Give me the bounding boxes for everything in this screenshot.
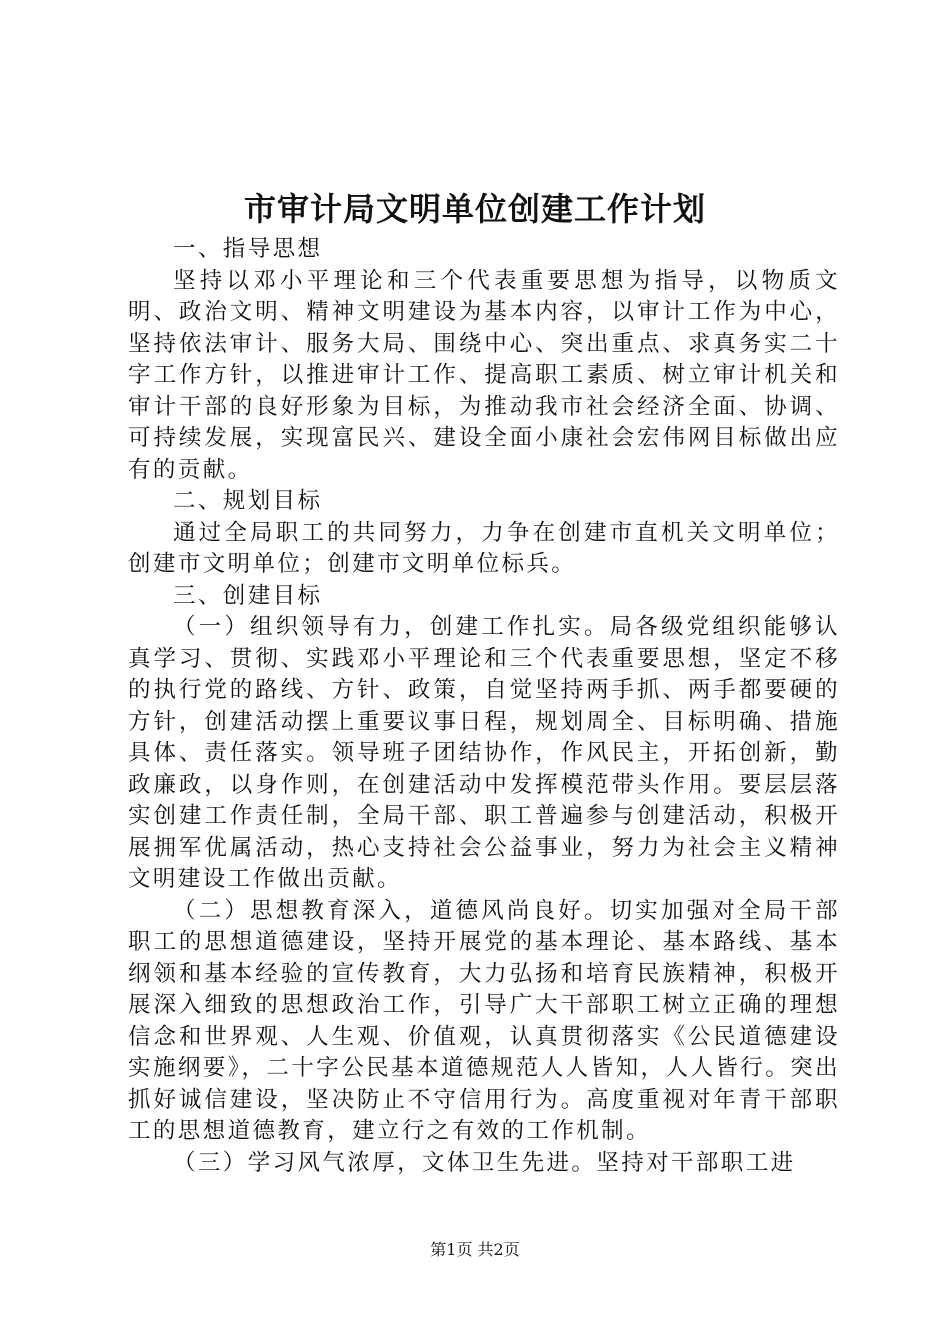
paragraph: 通过全局职工的共同努力，力争在创建市直机关文明单位；创建市文明单位；创建市文明单位标兵。: [128, 519, 840, 577]
paragraph: （一）组织领导有力，创建工作扎实。局各级党组织能够认真学习、贯彻、实践邓小平理论和三个代表重要思想，坚定不移的执行党的路线、方针、政策，自觉坚持两手抓、两手都要硬的方针，创建活动摆上重要议事日程，规划周全、目标明确、措施具体、责任落实。领导班子团结协作，作风民主，开拓创新，勤政廉政，以身作则，在创建活动中发挥模范带头作用。要层层落实创建工作责任制，全局干部、职工普遍参与创建活动，积极开展拥军优属活动，热心支持社会公益事业，努力为社会主义精神文明建设工作做出贡献。: [128, 614, 840, 892]
document-body: [128, 234, 840, 1179]
paragraph: 坚持以邓小平理论和三个代表重要思想为指导，以物质文明、政治文明、精神文明建设为基本内容，以审计工作为中心，坚持依法审计、服务大局、围绕中心、突出重点、求真务实二十字工作方针，以推进审计工作、提高职工素质、树立审计机关和审计干部的良好形象为目标，为推动我市社会经济全面、协调、可持续发展，实现富民兴、建设全面小康社会宏伟网目标做出应有的贡献。: [128, 267, 840, 483]
paragraph: （三）学习风气浓厚，文体卫生先进。坚持对干部职工进: [173, 1149, 796, 1176]
page-footer: 第1页 共2页: [430, 1240, 520, 1259]
section-heading: 一、指导思想: [173, 236, 323, 262]
section-heading: 三、创建目标: [173, 582, 323, 609]
paragraph: （二）思想教育深入，道德风尚良好。切实加强对全局干部职工的思想道德建设，坚持开展党的基本理论、基本路线、基本纲领和基本经验的宣传教育，大力弘扬和培育民族精神，积极开展深入细致的思想政治工作，引导广大干部职工树立正确的理想信念和世界观、人生观、价值观，认真贯彻落实《公民道德建设实施纲要》，二十字公民基本道德规范人人皆知，人人皆行。突出抓好诚信建设，坚决防止不守信用行为。高度重视对年青干部职工的思想道德教育，建立行之有效的工作机制。: [128, 897, 840, 1144]
document-title: 市审计局文明单位创建工作计划: [243, 190, 706, 228]
section-heading: 二、规划目标: [173, 488, 323, 514]
